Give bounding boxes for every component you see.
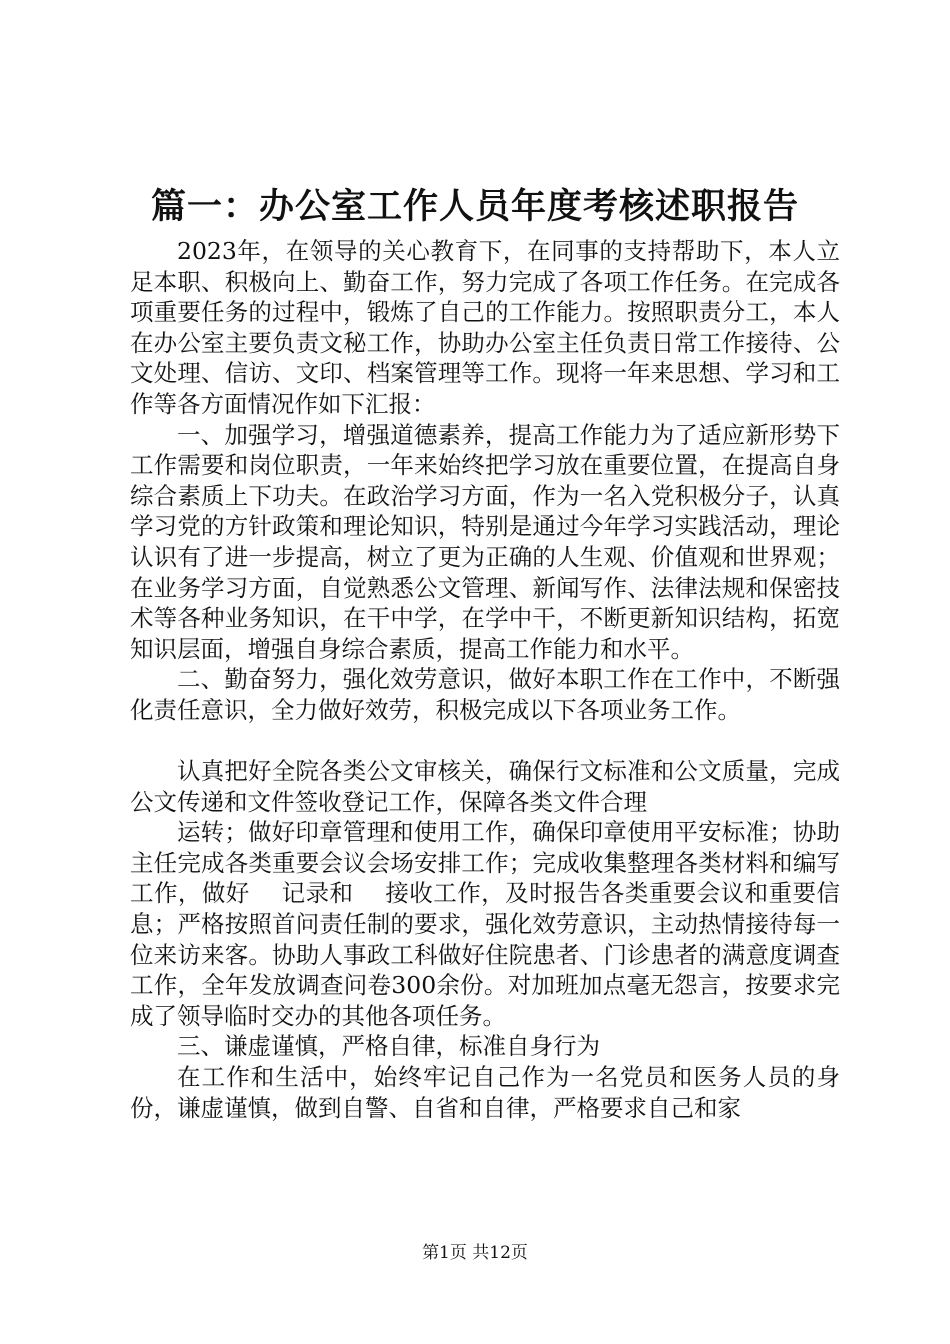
paragraph-intro: 2023年，在领导的关心教育下，在同事的支持帮助下，本人立足本职、积极向上、勤奋工作，努力完成了各项工作任务。在完成各项重要任务的过程中，锻炼了自己的工作能力。按照职责分工，本人在办公室主要负责文秘工作，协助办公室主任负责日常工作接待、公文处理、信访、文印、档案管理等工作。现将一年来思想、学习和工作等各方面情况作如下汇报： [130, 237, 840, 418]
paragraph-section-2: 二、勤奋努力，强化效劳意识，做好本职工作在工作中，不断强化责任意识，全力做好效劳，积极完成以下各项业务工作。 [130, 665, 840, 724]
paragraph-self-discipline: 在工作和生活中，始终牢记自己作为一名党员和医务人员的身份，谦虚谨慎，做到自警、自省和自律，严格要求自己和家 [130, 1063, 840, 1122]
document-title: 篇一：办公室工作人员年度考核述职报告 [150, 186, 799, 227]
paragraph-seal-management: 运转；做好印章管理和使用工作，确保印章使用平安标准；协助主任完成各类重要会议会场安排工作；完成收集整理各类材料和编写工作，做好 记录和 接收工作，及时报告各类重要会议和重要信息；严格按照首问责任制的要求，强化效劳意识，主动热情接待每一位来访来客。协助人事政工科做好住院患者、门诊患者的满意度调查工作，全年发放调查问卷300余份。对加班加点毫无怨言，按要求完成了领导临时交办的其他各项任务。 [130, 818, 840, 1030]
paragraph-section-3-heading: 三、谦虚谨慎，严格自律，标准自身行为 [177, 1032, 600, 1061]
paragraph-gap [130, 726, 840, 757]
paragraph-section-1: 一、加强学习，增强道德素养，提高工作能力为了适应新形势下工作需要和岗位职责，一年来始终把学习放在重要位置，在提高自身综合素质上下功夫。在政治学习方面，作为一名入党积极分子，认真学习党的方针政策和理论知识，特别是通过今年学习实践活动，理论认识有了进一步提高，树立了更为正确的人生观、价值观和世界观；在业务学习方面，自觉熟悉公文管理、新闻写作、法律法规和保密技术等各种业务知识，在干中学，在学中干，不断更新知识结构，拓宽知识层面，增强自身综合素质，提高工作能力和水平。 [130, 420, 840, 663]
page-number-footer: 第1页 共12页 [422, 1243, 528, 1263]
document-body [130, 236, 840, 1123]
paragraph-document-review: 认真把好全院各类公文审核关，确保行文标准和公文质量，完成公文传递和文件签收登记工作，保障各类文件合理 [130, 757, 840, 816]
